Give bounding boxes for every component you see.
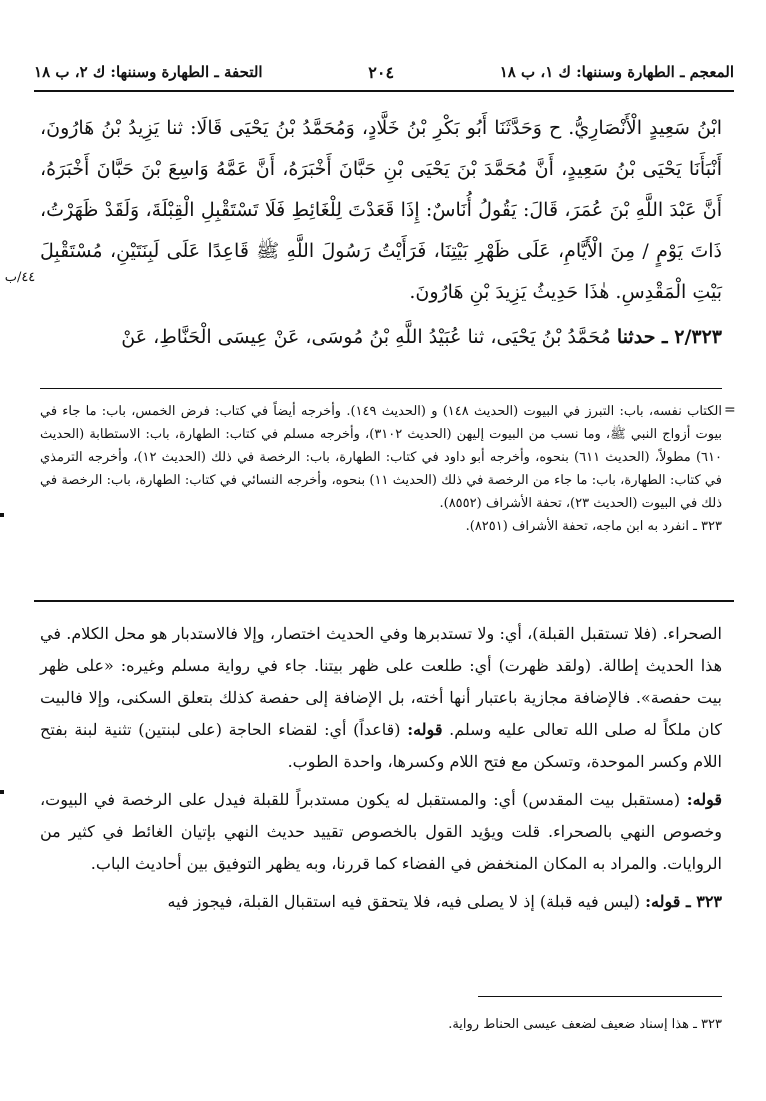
- commentary-p3-text: (ليس فيه قبلة) إذ لا يصلى فيه، فلا يتحقق فيه استقبال القبلة، فيجوز فيه: [167, 892, 641, 911]
- scan-mark: [0, 790, 4, 794]
- commentary-p1-text: الصحراء. (فلا تستقبل القبلة)، أي: ولا تستدبرها وفي الحديث اختصار، وإلا فالاستدبار هو محل الكلام. في هذا الحديث إطالة. (ولقد ظهرت) أي: طلعت على ظهر بيتنا. جاء في رواية مسلم وغيره: «على ظهر بيت حفصة». فالإضافة مجازية باعتبار أنها أخته، بل الإضافة إلى حفصة كذلك بتعلق السكنى، وإلا فالبيت كان ملكاً له صلى الله تعالى عليه وسلم.: [40, 624, 723, 739]
- commentary-text: [40, 618, 722, 924]
- hadith-paragraph-2-text: مُحَمَّدُ بْنُ يَحْيَى، ثنا عُبَيْدُ اللَّهِ بْنُ مُوسَى، عَنْ عِيسَى الْحَنَّاطِ، عَنْ: [121, 326, 611, 348]
- commentary-p2-text: (مستقبل بيت المقدس) أي: والمستقبل له يكون مستدبراً للقبلة فيدل على الرخصة في البيوت، وخصوص النهي بالصحراء. قلت ويؤيد القول بالخصوص تقييد حديث النهي بإتيان الغائط في كثير من الروايات. والمراد به المكان المنخفض في الفضاء كما قررنا، وبه يظهر التوفيق بين أحاديث الباب.: [40, 790, 722, 873]
- header-right: المعجم ـ الطهارة وسننها: ك ١، ب ١٨: [499, 63, 734, 81]
- continuation-marker: =: [724, 402, 736, 418]
- hadith-text: [40, 108, 722, 362]
- takhrij-footnotes: [40, 400, 722, 538]
- bottom-note-rule: [478, 996, 722, 997]
- commentary-paragraph-3: [40, 886, 722, 918]
- header-rule: [34, 90, 734, 92]
- commentary-p2-keyword: قوله:: [686, 790, 722, 809]
- text-footnote-rule: [40, 388, 722, 389]
- hadith-paragraph-1: ابْنُ سَعِيدٍ الْأَنْصَارِيُّ. ح وَحَدَّثَنَا أَبُو بَكْرِ بْنُ خَلَّادٍ، وَمُحَمَّدُ بْنُ يَحْيَى قَالَا: ثنا يَزِيدُ بْنُ هَارُونَ، أَنْبَأَنَا يَحْيَى بْنُ سَعِيدٍ، أَنَّ مُحَمَّدَ بْنَ يَحْيَى بْنِ حَبَّانَ أَخْبَرَهُ، أَنَّ عَمَّهُ وَاسِعَ بْنَ حَبَّانَ أَخْبَرَهُ، أَنَّ عَبْدَ اللَّهِ بْنَ عُمَرَ، قَالَ: يَقُولُ أُنَاسٌ: إِذَا قَعَدْتَ لِلْغَائِطِ فَلَا تَسْتَقْبِلِ الْقِبْلَةَ، وَلَقَدْ ظَهَرْتُ، ذَاتَ يَوْمٍ / مِنَ الْأَيَّامِ، عَلَى ظَهْرِ بَيْتِنَا، فَرَأَيْتُ رَسُولَ اللَّهِ ﷺ قَاعِدًا عَلَى لَبِنَتَيْنِ، مُسْتَقْبِلَ بَيْتِ الْمَقْدِسِ. هٰذَا حَدِيثُ يَزِيدَ بْنِ هَارُونَ.: [40, 117, 722, 303]
- page-number: ٢٠٤: [368, 62, 395, 82]
- hadith-number-lead: ٢/٣٢٣ ـ حدثنا: [616, 326, 722, 348]
- commentary-p3-keyword: ٣٢٣ ـ قوله:: [645, 892, 722, 911]
- commentary-rule: [34, 600, 734, 602]
- footnote-line-1: الكتاب نفسه، باب: التبرز في البيوت (الحديث ١٤٨) و (الحديث ١٤٩). وأخرجه أيضاً في كتاب: فرض الخمس، باب: ما جاء في بيوت أزواج النبي ﷺ، وما نسب من البيوت إليهن (الحديث ٣١٠٢)، وأخرجه مسلم في كتاب: الطهارة، باب: الاستطابة (الحديث ٦١٠) مطولاً، (الحديث ٦١١) بنحوه، وأخرجه أبو داود في كتاب: الطهارة، باب: الرخصة في ذلك (الحديث ١٢)، وأخرجه الترمذي في كتاب: الطهارة، باب: ما جاء من الرخصة في ذلك (الحديث ١١) بنحوه، وأخرجه النسائي في كتاب: الطهارة، باب: الرخصة في ذلك في البيوت (الحديث ٢٣)، تحفة الأشراف (٨٥٥٢).: [40, 404, 722, 511]
- commentary-p1-rest: (قاعداً) أي: لقضاء الحاجة (على لبنتين) تثنية لبنة بفتح اللام وكسر الموحدة، وتسكن مع فتح اللام وكسرها، واحدة الطوب.: [40, 720, 722, 771]
- commentary-paragraph-2: [40, 784, 722, 880]
- commentary-p1-keyword: قوله:: [407, 720, 443, 739]
- header-left: التحفة ـ الطهارة وسننها: ك ٢، ب ١٨: [34, 63, 263, 81]
- footnote-line-2: ٣٢٣ ـ انفرد به ابن ماجه، تحفة الأشراف (٨٢٥١).: [465, 519, 722, 534]
- hadith-paragraph-2: [40, 317, 722, 358]
- isnad-note: ٣٢٣ ـ هذا إسناد ضعيف لضعف عيسى الحناط رواية.: [448, 1017, 722, 1032]
- running-header: [34, 58, 734, 86]
- commentary-paragraph-1: [40, 618, 722, 778]
- scan-mark: [0, 513, 4, 517]
- margin-folio-note: ٤٤/ب: [4, 270, 36, 285]
